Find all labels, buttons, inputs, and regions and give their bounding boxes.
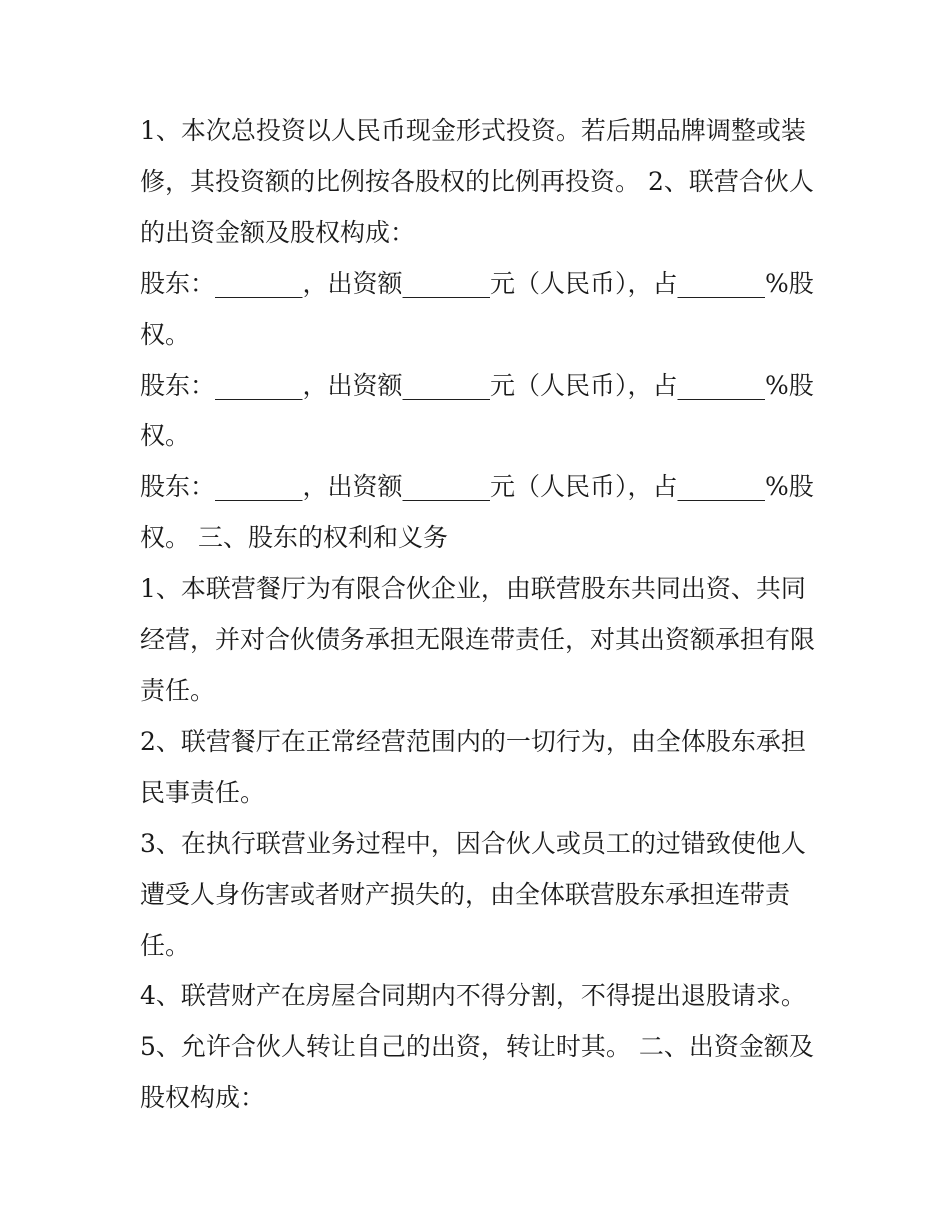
paragraph-civil-liability: 2、联营餐厅在正常经营范围内的一切行为，由全体股东承担民事责任。: [140, 726, 806, 807]
document-body: [140, 106, 820, 1124]
paragraph-shareholder-3: 股东：_______，出资额_______元（人民币），占_______%股权。 三、股东的权利和义务: [140, 472, 814, 553]
paragraph-property-division: 4、联营财产在房屋合同期内不得分割，不得提出退股请求。: [140, 981, 806, 1011]
paragraph-limited-partnership: 1、本联营餐厅为有限合伙企业，由联营股东共同出资、共同经营，并对合伙债务承担无限连带责任，对其出资额承担有限责任。: [140, 574, 816, 705]
paragraph-shareholder-1: 股东：_______，出资额_______元（人民币），占_______%股权。: [140, 268, 814, 349]
paragraph-investment-terms: 1、本次总投资以人民币现金形式投资。若后期品牌调整或装修，其投资额的比例按各股权的比例再投资。 2、联营合伙人的出资金额及股权构成：: [140, 116, 814, 247]
paragraph-shareholder-2: 股东：_______，出资额_______元（人民币），占_______%股权。: [140, 370, 814, 451]
paragraph-transfer: 5、允许合伙人转让自己的出资，转让时其。 二、出资金额及股权构成：: [140, 1032, 814, 1113]
paragraph-joint-liability: 3、在执行联营业务过程中，因合伙人或员工的过错致使他人遭受人身伤害或者财产损失的，由全体联营股东承担连带责任。: [140, 828, 806, 960]
